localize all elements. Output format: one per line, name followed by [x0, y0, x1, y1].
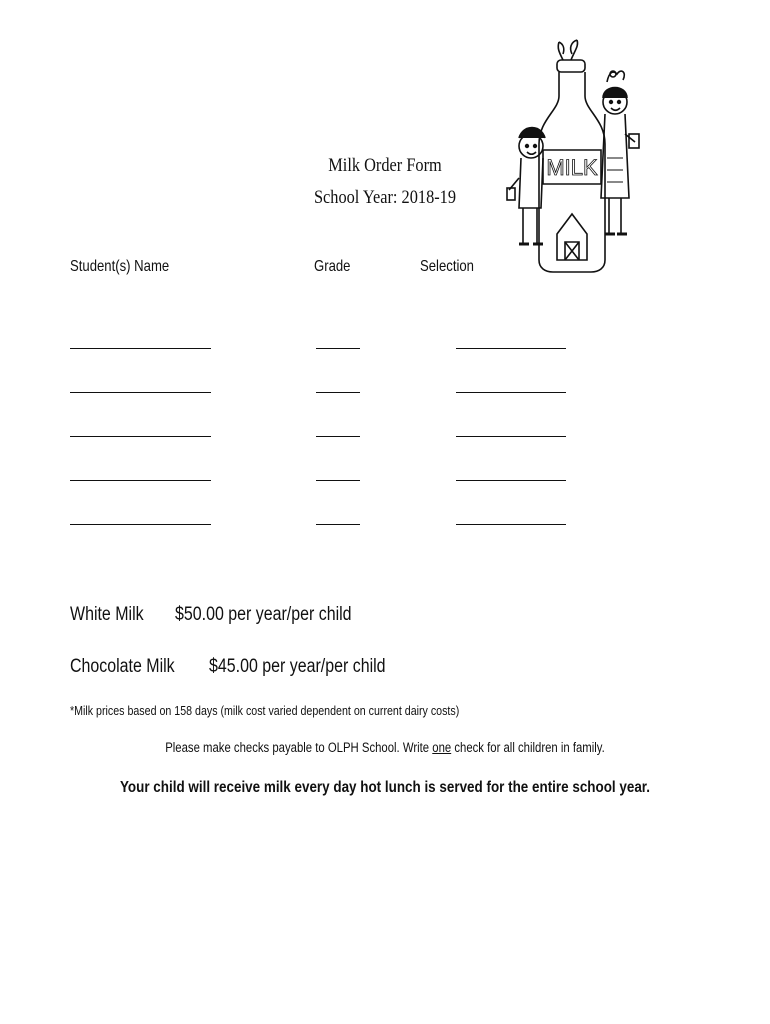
white-milk-price: $50.00 per year/per child	[175, 604, 352, 625]
student-name-field[interactable]	[70, 436, 211, 437]
student-name-field[interactable]	[70, 392, 211, 393]
checks-instruction	[62, 740, 709, 755]
entry-row	[0, 516, 770, 560]
entry-row	[0, 428, 770, 472]
school-year: School Year: 2018-19	[313, 187, 457, 208]
entry-rows	[0, 340, 770, 560]
selection-field[interactable]	[456, 524, 566, 525]
checks-text-before: Please make checks payable to OLPH School. Write	[165, 740, 433, 755]
chocolate-milk-label: Chocolate Milk	[70, 656, 175, 677]
selection-field[interactable]	[456, 436, 566, 437]
pricing-note: *Milk prices based on 158 days (milk cost varied dependent on current dairy costs)	[70, 703, 460, 718]
grade-field[interactable]	[316, 480, 360, 481]
student-name-field[interactable]	[70, 348, 211, 349]
clipart-label: MILK	[546, 155, 598, 180]
student-name-field[interactable]	[70, 480, 211, 481]
grade-field[interactable]	[316, 524, 360, 525]
column-header-grade: Grade	[314, 258, 351, 275]
selection-field[interactable]	[456, 392, 566, 393]
grade-field[interactable]	[316, 348, 360, 349]
column-header-student-name: Student(s) Name	[70, 258, 170, 275]
entry-row	[0, 384, 770, 428]
grade-field[interactable]	[316, 392, 360, 393]
grade-field[interactable]	[316, 436, 360, 437]
white-milk-label: White Milk	[70, 604, 144, 625]
chocolate-milk-price: $45.00 per year/per child	[209, 656, 386, 677]
column-header-selection: Selection	[420, 258, 474, 275]
selection-field[interactable]	[456, 480, 566, 481]
selection-field[interactable]	[456, 348, 566, 349]
checks-emphasis: one	[432, 740, 452, 755]
entry-row	[0, 340, 770, 384]
entry-row	[0, 472, 770, 516]
checks-text-after: check for all children in family.	[451, 740, 605, 755]
student-name-field[interactable]	[70, 524, 211, 525]
final-statement: Your child will receive milk every day hot lunch is served for the entire school year.	[119, 779, 651, 796]
form-title: Milk Order Form	[328, 155, 442, 176]
